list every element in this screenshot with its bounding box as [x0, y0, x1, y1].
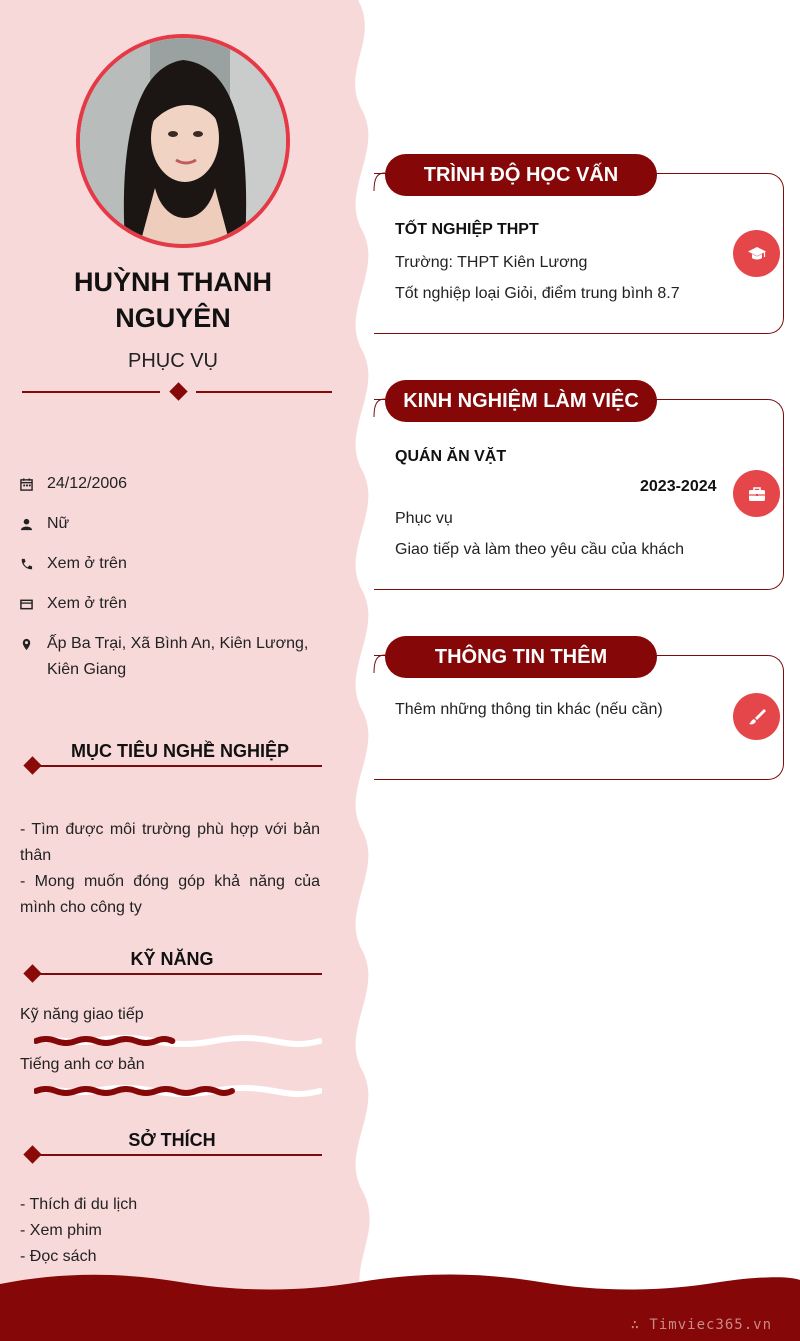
job-title: PHỤC VỤ — [127, 350, 218, 372]
objective-heading — [22, 741, 322, 771]
experience-company: QUÁN ĂN VẶT — [395, 448, 507, 465]
birthdate-text: 24/12/2006 — [47, 475, 128, 492]
extra-info-card-curl — [372, 654, 386, 674]
experience-card-curl — [372, 398, 386, 418]
experience-period: 2023-2024 — [640, 478, 717, 495]
candidate-name: HUỲNH THANH NGUYÊN — [74, 267, 272, 333]
avatar — [76, 34, 290, 248]
experience-detail: Giao tiếp và làm theo yêu cầu của khách — [395, 541, 685, 558]
experience-card — [374, 399, 784, 590]
hobby-item: - Thích đi du lịch — [20, 1196, 138, 1213]
phone-icon — [20, 554, 47, 574]
education-heading: TRÌNH ĐỘ HỌC VẤN — [385, 154, 657, 196]
skills-heading-line — [34, 973, 322, 975]
title-divider — [22, 381, 332, 403]
skills-heading-label: KỸ NĂNG — [130, 949, 214, 969]
brand-watermark: ∴ Timviec365.vn — [630, 1317, 772, 1333]
hobby-item: - Xem phim — [20, 1222, 102, 1239]
address-row — [20, 634, 320, 683]
birthdate-row — [20, 474, 320, 497]
email-icon — [20, 594, 47, 614]
experience-heading: KINH NGHIỆM LÀM VIỆC — [385, 380, 657, 422]
paint-brush-icon — [733, 693, 780, 740]
gender-row — [20, 514, 320, 537]
objective-heading-label: MỤC TIÊU NGHỀ NGHIỆP — [70, 741, 289, 761]
extra-info-text: Thêm những thông tin khác (nếu cần) — [395, 701, 663, 718]
experience-role: Phục vụ — [395, 510, 453, 527]
portrait-photo — [80, 38, 286, 244]
skill-bar-communication — [34, 1035, 322, 1047]
education-degree: TỐT NGHIỆP THPT — [395, 221, 539, 238]
phone-row — [20, 554, 320, 577]
objective-heading-line — [34, 765, 322, 767]
extra-info-heading: THÔNG TIN THÊM — [385, 636, 657, 678]
skills-heading — [22, 949, 322, 979]
hobbies-list — [20, 1192, 320, 1270]
location-icon — [20, 634, 47, 654]
graduation-cap-icon — [733, 230, 780, 277]
skill-name: Kỹ năng giao tiếp — [20, 1006, 144, 1023]
gender-text: Nữ — [47, 515, 70, 532]
skill-bar-english — [34, 1085, 322, 1097]
address-text: Ấp Ba Trại, Xã Bình An, Kiên Lương, Kiên Giang — [47, 635, 309, 678]
objective-line: - Mong muốn đóng góp khả năng của mình cho công ty — [20, 873, 320, 916]
hobbies-heading-line — [34, 1154, 322, 1156]
phone-text: Xem ở trên — [47, 555, 127, 572]
email-row — [20, 594, 320, 617]
objective-text — [20, 817, 320, 921]
briefcase-icon — [733, 470, 780, 517]
hobbies-heading-label: SỞ THÍCH — [128, 1130, 216, 1150]
skill-name: Tiếng anh cơ bản — [20, 1056, 145, 1073]
hobbies-heading — [22, 1130, 322, 1160]
user-icon — [20, 514, 47, 534]
education-detail: Tốt nghiệp loại Giỏi, điểm trung bình 8.7 — [395, 285, 680, 302]
email-text: Xem ở trên — [47, 595, 127, 612]
calendar-icon — [20, 474, 47, 494]
education-school: Trường: THPT Kiên Lương — [395, 254, 588, 271]
hobby-item: - Đọc sách — [20, 1248, 97, 1265]
education-card-curl — [372, 172, 386, 192]
objective-line: - Tìm được môi trường phù hợp với bản thân — [20, 821, 320, 864]
